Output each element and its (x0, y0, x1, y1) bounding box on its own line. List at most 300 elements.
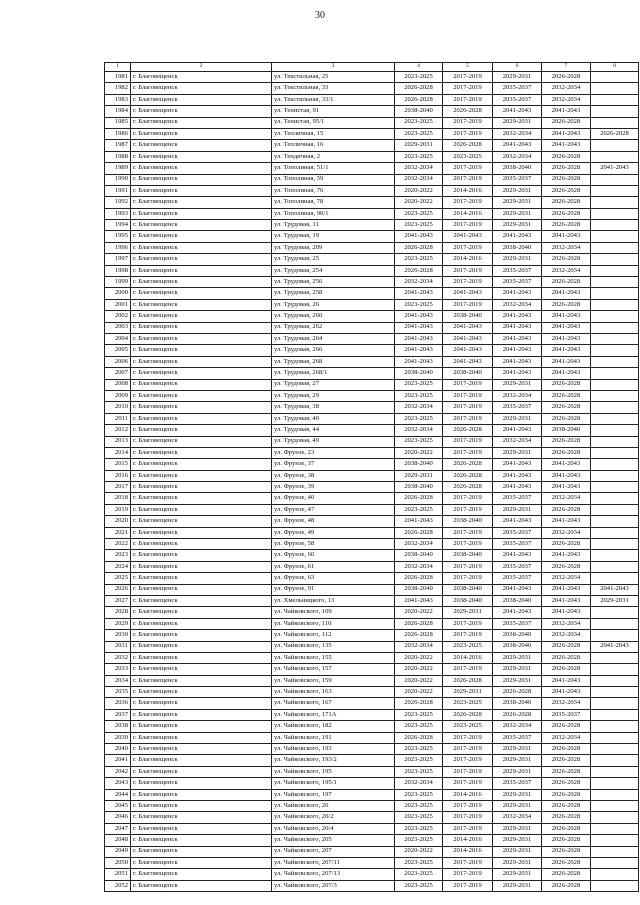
period-col-7-cell: 2026-2028 (542, 72, 591, 83)
row-number-cell: 2039 (105, 732, 131, 743)
address-cell: ул. Чайковского, 205 (272, 835, 395, 846)
period-col-6-cell: 2035-2037 (493, 174, 542, 185)
period-col-7-cell: 2026-2028 (542, 778, 591, 789)
address-cell: ул. Чайковского, 207 (272, 846, 395, 857)
row-number-cell: 2017 (105, 482, 131, 493)
period-col-5-cell: 2014-2016 (443, 835, 493, 846)
settlement-cell: г. Благовещенск (131, 732, 272, 743)
address-cell: ул. Чайковского, 171А (272, 709, 395, 720)
period-col-6-cell: 2035-2037 (493, 573, 542, 584)
address-cell: ул. Трудовая, 254 (272, 265, 395, 276)
period-col-5-cell: 2017-2019 (443, 539, 493, 550)
settlement-cell: г. Благовещенск (131, 128, 272, 139)
table-row (105, 516, 639, 527)
table-row (105, 379, 639, 390)
period-col-7-cell: 2026-2028 (542, 447, 591, 458)
period-col-5-cell: 2017-2019 (443, 812, 493, 823)
period-col-7-cell: 2026-2028 (542, 299, 591, 310)
settlement-cell: г. Благовещенск (131, 652, 272, 663)
period-col-8-cell (591, 573, 639, 584)
table-row (105, 265, 639, 276)
period-col-7-cell: 2026-2028 (542, 151, 591, 162)
address-cell: ул. Трудовая, 29 (272, 390, 395, 401)
address-cell: ул. Трудовая, 44 (272, 425, 395, 436)
table-row (105, 607, 639, 618)
table-row (105, 436, 639, 447)
table-row (105, 857, 639, 868)
address-cell: ул. Чайковского, 20 (272, 801, 395, 812)
row-number-cell: 2005 (105, 345, 131, 356)
period-col-8-cell (591, 94, 639, 105)
period-col-6-cell: 2041-2043 (493, 322, 542, 333)
period-col-7-cell: 2041-2043 (542, 584, 591, 595)
period-col-4-cell: 2038-2040 (395, 368, 443, 379)
settlement-cell: г. Благовещенск (131, 402, 272, 413)
period-col-6-cell: 2029-2031 (493, 117, 542, 128)
period-col-4-cell: 2032-2034 (395, 425, 443, 436)
address-cell: ул. Чайковского, 20/2 (272, 812, 395, 823)
column-header: 7 (542, 63, 591, 72)
period-col-7-cell: 2041-2043 (542, 231, 591, 242)
period-col-5-cell: 2038-2040 (443, 584, 493, 595)
period-col-5-cell: 2038-2040 (443, 550, 493, 561)
settlement-cell: г. Благовещенск (131, 744, 272, 755)
period-col-8-cell (591, 185, 639, 196)
table-row (105, 698, 639, 709)
period-col-8-cell: 2041-2043 (591, 163, 639, 174)
address-cell: ул. Текстильная, 33 (272, 83, 395, 94)
period-col-5-cell: 2026-2028 (443, 675, 493, 686)
period-col-7-cell: 2026-2028 (542, 208, 591, 219)
period-col-8-cell: 2026-2028 (591, 128, 639, 139)
column-header: 4 (395, 63, 443, 72)
period-col-4-cell: 2023-2025 (395, 390, 443, 401)
settlement-cell: г. Благовещенск (131, 482, 272, 493)
table-row (105, 311, 639, 322)
period-col-8-cell (591, 880, 639, 891)
settlement-cell: г. Благовещенск (131, 288, 272, 299)
settlement-cell: г. Благовещенск (131, 311, 272, 322)
period-col-8-cell (591, 801, 639, 812)
settlement-cell: г. Благовещенск (131, 231, 272, 242)
settlement-cell: г. Благовещенск (131, 641, 272, 652)
period-col-4-cell: 2023-2025 (395, 413, 443, 424)
address-cell: ул. Трудовая, 27 (272, 379, 395, 390)
address-cell: ул. Чайковского, 110 (272, 618, 395, 629)
settlement-cell: г. Благовещенск (131, 527, 272, 538)
period-col-7-cell: 2041-2043 (542, 128, 591, 139)
period-col-7-cell: 2038-2040 (542, 425, 591, 436)
period-col-7-cell: 2026-2028 (542, 721, 591, 732)
address-cell: ул. Трудовая, 26 (272, 299, 395, 310)
address-cell: ул. Трудовая, 262 (272, 322, 395, 333)
period-col-6-cell: 2035-2037 (493, 265, 542, 276)
address-cell: ул. Трудовая, 209 (272, 242, 395, 253)
period-col-4-cell: 2023-2025 (395, 721, 443, 732)
address-cell: ул. Трудовая, 256 (272, 277, 395, 288)
address-cell: ул. Фрунзе, 91 (272, 584, 395, 595)
period-col-5-cell: 2017-2019 (443, 823, 493, 834)
period-col-5-cell: 2014-2016 (443, 789, 493, 800)
table-row (105, 231, 639, 242)
period-col-8-cell (591, 356, 639, 367)
address-cell: ул. Чайковского, 109 (272, 607, 395, 618)
settlement-cell: г. Благовещенск (131, 345, 272, 356)
period-col-8-cell (591, 299, 639, 310)
period-col-6-cell: 2035-2037 (493, 402, 542, 413)
period-col-7-cell: 2026-2028 (542, 744, 591, 755)
address-cell: ул. Текстильная, 25 (272, 72, 395, 83)
period-col-4-cell: 2023-2025 (395, 436, 443, 447)
period-col-4-cell: 2032-2034 (395, 778, 443, 789)
table-row (105, 368, 639, 379)
address-cell: ул. Трудовая, 40 (272, 413, 395, 424)
column-header: 1 (105, 63, 131, 72)
address-cell: ул. Тенистая, 95/1 (272, 117, 395, 128)
settlement-cell: г. Благовещенск (131, 299, 272, 310)
row-number-cell: 2038 (105, 721, 131, 732)
period-col-7-cell: 2041-2043 (542, 550, 591, 561)
period-col-4-cell: 2026-2028 (395, 573, 443, 584)
period-col-8-cell (591, 117, 639, 128)
period-col-6-cell: 2032-2034 (493, 436, 542, 447)
settlement-cell: г. Благовещенск (131, 766, 272, 777)
table-row (105, 846, 639, 857)
period-col-5-cell: 2026-2028 (443, 482, 493, 493)
settlement-cell: г. Благовещенск (131, 709, 272, 720)
period-col-8-cell (591, 174, 639, 185)
period-col-4-cell: 2041-2043 (395, 311, 443, 322)
period-col-5-cell: 2017-2019 (443, 72, 493, 83)
address-cell: ул. Чайковского, 207/3 (272, 880, 395, 891)
period-col-6-cell: 2029-2031 (493, 72, 542, 83)
settlement-cell: г. Благовещенск (131, 322, 272, 333)
row-number-cell: 2047 (105, 823, 131, 834)
period-col-4-cell: 2023-2025 (395, 72, 443, 83)
address-cell: ул. Тополиная, 76 (272, 185, 395, 196)
period-col-6-cell: 2029-2031 (493, 208, 542, 219)
period-col-6-cell: 2029-2031 (493, 823, 542, 834)
period-col-6-cell: 2038-2040 (493, 595, 542, 606)
period-col-8-cell (591, 390, 639, 401)
period-col-4-cell: 2023-2025 (395, 504, 443, 515)
row-number-cell: 2008 (105, 379, 131, 390)
period-col-7-cell: 2041-2043 (542, 595, 591, 606)
period-col-8-cell (591, 242, 639, 253)
settlement-cell: г. Благовещенск (131, 163, 272, 174)
period-col-7-cell: 2032-2034 (542, 630, 591, 641)
row-number-cell: 2018 (105, 493, 131, 504)
period-col-4-cell: 2020-2022 (395, 185, 443, 196)
row-number-cell: 1993 (105, 208, 131, 219)
period-col-4-cell: 2026-2028 (395, 83, 443, 94)
table-row (105, 652, 639, 663)
row-number-cell: 2024 (105, 561, 131, 572)
address-cell: ул. Трудовая, 19 (272, 231, 395, 242)
settlement-cell: г. Благовещенск (131, 356, 272, 367)
period-col-4-cell: 2020-2022 (395, 846, 443, 857)
row-number-cell: 2010 (105, 402, 131, 413)
table-row (105, 504, 639, 515)
period-col-5-cell: 2014-2016 (443, 652, 493, 663)
period-col-8-cell (591, 254, 639, 265)
period-col-4-cell: 2023-2025 (395, 128, 443, 139)
address-cell: ул. Хмельницкого, 13 (272, 595, 395, 606)
period-col-5-cell: 2017-2019 (443, 766, 493, 777)
row-number-cell: 2037 (105, 709, 131, 720)
period-col-5-cell: 2017-2019 (443, 778, 493, 789)
period-col-8-cell (591, 459, 639, 470)
period-col-5-cell: 2017-2019 (443, 128, 493, 139)
address-cell: ул. Чайковского, 207/13 (272, 869, 395, 880)
period-col-5-cell: 2041-2043 (443, 333, 493, 344)
table-row (105, 254, 639, 265)
address-cell: ул. Тополиная, 90/1 (272, 208, 395, 219)
table-row (105, 94, 639, 105)
period-col-4-cell: 2023-2025 (395, 766, 443, 777)
row-number-cell: 2033 (105, 664, 131, 675)
address-cell: ул. Фрунзе, 63 (272, 573, 395, 584)
period-col-7-cell: 2026-2028 (542, 857, 591, 868)
period-col-7-cell: 2041-2043 (542, 345, 591, 356)
table-row (105, 595, 639, 606)
period-col-5-cell: 2017-2019 (443, 664, 493, 675)
settlement-cell: г. Благовещенск (131, 117, 272, 128)
header-row (105, 63, 639, 72)
period-col-7-cell: 2041-2043 (542, 140, 591, 151)
period-col-8-cell (591, 687, 639, 698)
settlement-cell: г. Благовещенск (131, 72, 272, 83)
period-col-5-cell: 2026-2028 (443, 709, 493, 720)
period-col-6-cell: 2041-2043 (493, 106, 542, 117)
row-number-cell: 2023 (105, 550, 131, 561)
row-number-cell: 1981 (105, 72, 131, 83)
period-col-5-cell: 2017-2019 (443, 436, 493, 447)
period-col-7-cell: 2041-2043 (542, 356, 591, 367)
period-col-5-cell: 2041-2043 (443, 356, 493, 367)
row-number-cell: 1991 (105, 185, 131, 196)
row-number-cell: 2013 (105, 436, 131, 447)
period-col-4-cell: 2020-2022 (395, 687, 443, 698)
table-row (105, 242, 639, 253)
table-row (105, 356, 639, 367)
row-number-cell: 2022 (105, 539, 131, 550)
period-col-5-cell: 2038-2040 (443, 595, 493, 606)
period-col-6-cell: 2026-2028 (493, 709, 542, 720)
period-col-8-cell: 2029-2031 (591, 595, 639, 606)
table-row (105, 117, 639, 128)
settlement-cell: г. Благовещенск (131, 174, 272, 185)
address-cell: ул. Трудовая, 268 (272, 356, 395, 367)
period-col-7-cell: 2041-2043 (542, 482, 591, 493)
period-col-6-cell: 2029-2031 (493, 220, 542, 231)
period-col-4-cell: 2026-2028 (395, 732, 443, 743)
row-number-cell: 1998 (105, 265, 131, 276)
table-row (105, 869, 639, 880)
period-col-6-cell: 2029-2031 (493, 652, 542, 663)
period-col-8-cell (591, 630, 639, 641)
period-col-7-cell: 2026-2028 (542, 504, 591, 515)
address-cell: ул. Тепличная, 15 (272, 128, 395, 139)
period-col-4-cell: 2041-2043 (395, 516, 443, 527)
period-col-5-cell: 2017-2019 (443, 174, 493, 185)
period-col-5-cell: 2017-2019 (443, 561, 493, 572)
row-number-cell: 2019 (105, 504, 131, 515)
column-header: 3 (272, 63, 395, 72)
period-col-5-cell: 2017-2019 (443, 504, 493, 515)
row-number-cell: 2003 (105, 322, 131, 333)
settlement-cell: г. Благовещенск (131, 379, 272, 390)
period-col-4-cell: 2023-2025 (395, 812, 443, 823)
period-col-5-cell: 2017-2019 (443, 857, 493, 868)
address-cell: ул. Чайковского, 193 (272, 744, 395, 755)
settlement-cell: г. Благовещенск (131, 504, 272, 515)
settlement-cell: г. Благовещенск (131, 789, 272, 800)
settlement-cell: г. Благовещенск (131, 83, 272, 94)
period-col-5-cell: 2026-2028 (443, 459, 493, 470)
period-col-4-cell: 2023-2025 (395, 709, 443, 720)
period-col-8-cell (591, 447, 639, 458)
period-col-6-cell: 2029-2031 (493, 880, 542, 891)
column-header: 8 (591, 63, 639, 72)
settlement-cell: г. Благовещенск (131, 880, 272, 891)
period-col-7-cell: 2041-2043 (542, 368, 591, 379)
period-col-5-cell: 2023-2025 (443, 698, 493, 709)
table-row (105, 299, 639, 310)
address-cell: ул. Чайковского, 112 (272, 630, 395, 641)
period-col-7-cell: 2026-2028 (542, 789, 591, 800)
period-col-4-cell: 2020-2022 (395, 675, 443, 686)
settlement-cell: г. Благовещенск (131, 94, 272, 105)
period-col-7-cell: 2041-2043 (542, 322, 591, 333)
settlement-cell: г. Благовещенск (131, 618, 272, 629)
table-row (105, 322, 639, 333)
period-col-6-cell: 2029-2031 (493, 846, 542, 857)
period-col-4-cell: 2026-2028 (395, 618, 443, 629)
period-col-4-cell: 2032-2034 (395, 561, 443, 572)
period-col-5-cell: 2017-2019 (443, 801, 493, 812)
period-col-6-cell: 2032-2034 (493, 128, 542, 139)
table-body (105, 72, 639, 892)
period-col-6-cell: 2029-2031 (493, 835, 542, 846)
period-col-6-cell: 2029-2031 (493, 379, 542, 390)
period-col-4-cell: 2026-2028 (395, 94, 443, 105)
period-col-7-cell: 2026-2028 (542, 390, 591, 401)
period-col-7-cell: 2026-2028 (542, 379, 591, 390)
period-col-7-cell: 2041-2043 (542, 459, 591, 470)
period-col-6-cell: 2035-2037 (493, 94, 542, 105)
row-number-cell: 2030 (105, 630, 131, 641)
period-col-8-cell (591, 504, 639, 515)
period-col-5-cell: 2038-2040 (443, 311, 493, 322)
address-cell: ул. Трудовая, 260 (272, 311, 395, 322)
settlement-cell: г. Благовещенск (131, 493, 272, 504)
period-col-4-cell: 2023-2025 (395, 117, 443, 128)
period-col-6-cell: 2041-2043 (493, 288, 542, 299)
row-number-cell: 2043 (105, 778, 131, 789)
period-col-4-cell: 2020-2022 (395, 447, 443, 458)
table-row (105, 402, 639, 413)
period-col-8-cell (591, 72, 639, 83)
period-col-7-cell: 2026-2028 (542, 755, 591, 766)
table-row (105, 755, 639, 766)
period-col-7-cell: 2026-2028 (542, 812, 591, 823)
address-cell: ул. Чайковского, 195 (272, 766, 395, 777)
period-col-5-cell: 2023-2025 (443, 151, 493, 162)
period-col-8-cell (591, 721, 639, 732)
address-cell: ул. Чайковского, 163 (272, 687, 395, 698)
period-col-8-cell (591, 607, 639, 618)
period-col-8-cell (591, 425, 639, 436)
period-col-6-cell: 2041-2043 (493, 345, 542, 356)
period-col-5-cell: 2017-2019 (443, 618, 493, 629)
settlement-cell: г. Благовещенск (131, 242, 272, 253)
row-number-cell: 2012 (105, 425, 131, 436)
period-col-5-cell: 2017-2019 (443, 163, 493, 174)
column-header: 2 (131, 63, 272, 72)
row-number-cell: 2007 (105, 368, 131, 379)
period-col-8-cell (591, 402, 639, 413)
period-col-5-cell: 2017-2019 (443, 732, 493, 743)
period-col-4-cell: 2023-2025 (395, 869, 443, 880)
period-col-6-cell: 2029-2031 (493, 766, 542, 777)
address-cell: ул. Фрунзе, 61 (272, 561, 395, 572)
table-row (105, 288, 639, 299)
period-col-6-cell: 2029-2031 (493, 447, 542, 458)
period-col-8-cell (591, 277, 639, 288)
settlement-cell: г. Благовещенск (131, 425, 272, 436)
period-col-4-cell: 2023-2025 (395, 801, 443, 812)
period-col-5-cell: 2017-2019 (443, 447, 493, 458)
period-col-4-cell: 2026-2028 (395, 493, 443, 504)
address-cell: ул. Чайковского, 197 (272, 789, 395, 800)
period-col-8-cell (591, 368, 639, 379)
period-col-5-cell: 2017-2019 (443, 390, 493, 401)
address-cell: ул. Чайковского, 167 (272, 698, 395, 709)
period-col-8-cell (591, 835, 639, 846)
row-number-cell: 2052 (105, 880, 131, 891)
period-col-5-cell: 2041-2043 (443, 231, 493, 242)
table-row (105, 835, 639, 846)
table-row (105, 220, 639, 231)
period-col-7-cell: 2032-2034 (542, 83, 591, 94)
table-row (105, 83, 639, 94)
row-number-cell: 2040 (105, 744, 131, 755)
period-col-5-cell: 2017-2019 (443, 277, 493, 288)
period-col-7-cell: 2041-2043 (542, 288, 591, 299)
period-col-5-cell: 2017-2019 (443, 83, 493, 94)
period-col-8-cell (591, 755, 639, 766)
address-cell: ул. Чайковского, 193/2 (272, 755, 395, 766)
period-col-4-cell: 2023-2025 (395, 880, 443, 891)
table-row (105, 778, 639, 789)
period-col-7-cell: 2032-2034 (542, 618, 591, 629)
period-col-8-cell (591, 220, 639, 231)
period-col-7-cell: 2026-2028 (542, 561, 591, 572)
row-number-cell: 1992 (105, 197, 131, 208)
period-col-4-cell: 2032-2034 (395, 163, 443, 174)
period-col-8-cell (591, 527, 639, 538)
settlement-cell: г. Благовещенск (131, 447, 272, 458)
row-number-cell: 1989 (105, 163, 131, 174)
address-cell: ул. Тендичная, 2 (272, 151, 395, 162)
period-col-5-cell: 2023-2025 (443, 721, 493, 732)
period-col-4-cell: 2038-2040 (395, 550, 443, 561)
period-col-4-cell: 2041-2043 (395, 231, 443, 242)
period-col-8-cell (591, 869, 639, 880)
period-col-4-cell: 2026-2028 (395, 630, 443, 641)
period-col-5-cell: 2017-2019 (443, 493, 493, 504)
